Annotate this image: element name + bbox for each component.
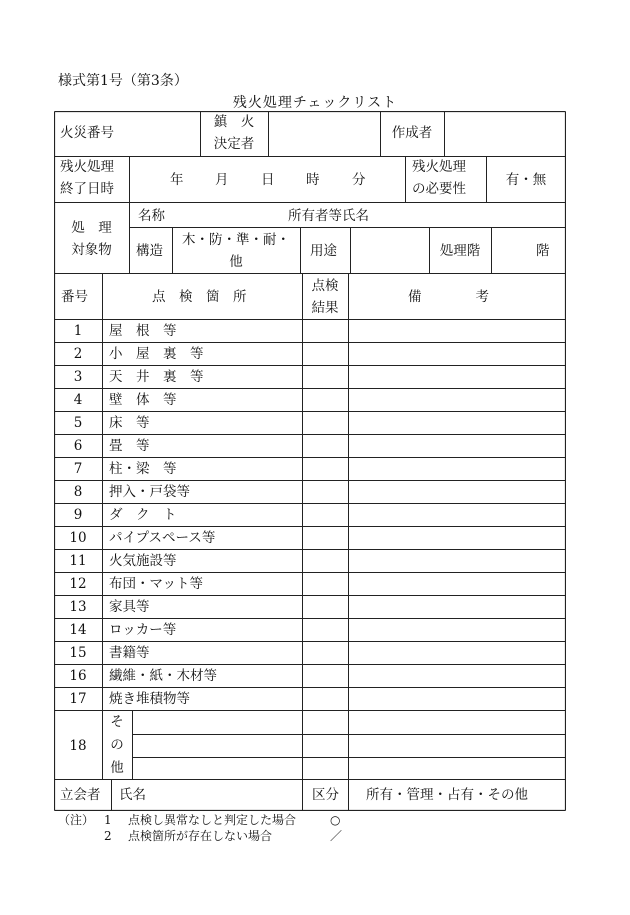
item-location: 押入・戸袋等 (109, 484, 190, 500)
structure-value-2: 他 (229, 254, 243, 270)
item-location: 繊維・紙・木材等 (109, 668, 217, 684)
item-number: 4 (73, 392, 83, 408)
date-year: 年 (170, 172, 184, 188)
item-number: 5 (73, 415, 83, 431)
other-label-char: の (110, 737, 124, 753)
item-location: 天 井 裏 等 (109, 369, 204, 385)
item-location: 屋 根 等 (109, 323, 177, 339)
witness-name-label: 氏名 (119, 787, 146, 803)
item-location: ロッカー等 (109, 622, 177, 638)
note-2-number: 2 (104, 829, 112, 843)
column-location: 点 検 箇 所 (152, 289, 247, 305)
notes-prefix: （注） (58, 813, 95, 827)
date-hour: 時 (306, 172, 320, 188)
category-value: 所有・管理・占有・その他 (366, 787, 528, 803)
item-location: 焼き堆積物等 (109, 691, 190, 707)
note-1-number: 1 (104, 813, 112, 827)
item-location: 小 屋 裏 等 (109, 346, 204, 362)
item-number: 12 (69, 576, 87, 592)
item-location: 家具等 (109, 599, 150, 615)
item-location: 柱・梁 等 (109, 461, 177, 477)
note-1-text: 点検し異常なしと判定した場合 (128, 813, 297, 827)
item-location: 火気施設等 (109, 553, 177, 569)
necessity-value: 有・無 (505, 172, 547, 188)
necessity-label-1: 残火処理 (412, 159, 466, 175)
witness-label: 立会者 (60, 787, 101, 803)
item-location: ダ ク ト (109, 507, 177, 523)
item-number: 17 (69, 691, 87, 707)
structure-value-1: 木・防・準・耐・ (182, 232, 290, 248)
other-number: 18 (69, 738, 87, 754)
document-title: 残火処理チェックリスト (232, 95, 398, 111)
extinguish-decider-label-2: 決定者 (213, 136, 255, 152)
item-number: 2 (73, 346, 83, 362)
item-location: 壁 体 等 (109, 392, 177, 408)
name-label: 名称 (138, 208, 165, 224)
item-number: 13 (69, 599, 87, 615)
fire-number-label: 火災番号 (60, 125, 114, 141)
item-location: 書籍等 (109, 645, 150, 661)
item-number: 10 (69, 530, 87, 546)
other-label-char: 他 (110, 760, 124, 776)
target-label-1: 処 理 (71, 220, 112, 236)
target-label-2: 対象物 (71, 242, 112, 258)
item-number: 3 (73, 369, 83, 385)
category-label: 区分 (312, 787, 339, 803)
item-number: 15 (69, 645, 87, 661)
item-number: 7 (73, 461, 83, 477)
creator-label: 作成者 (391, 125, 433, 141)
item-number: 14 (69, 622, 87, 638)
column-remarks: 備 考 (408, 289, 489, 305)
end-time-label-2: 終了日時 (60, 181, 114, 197)
owner-name-label: 所有者等氏名 (288, 208, 369, 224)
necessity-label-2: の必要性 (412, 181, 466, 197)
floor-unit: 階 (536, 243, 550, 259)
date-minute: 分 (352, 172, 366, 188)
item-location: 床 等 (109, 415, 150, 431)
column-result-2: 結果 (311, 300, 339, 316)
other-label-char: そ (110, 714, 124, 730)
note-1-mark: ○ (330, 813, 341, 827)
structure-label: 構造 (136, 243, 163, 259)
item-number: 11 (69, 553, 87, 569)
item-number: 16 (69, 668, 87, 684)
date-month: 月 (215, 172, 229, 188)
column-result-1: 点検 (311, 278, 339, 294)
floor-label: 処理階 (439, 243, 481, 259)
item-number: 1 (73, 323, 83, 339)
end-time-label-1: 残火処理 (60, 159, 114, 175)
extinguish-decider-label-1: 鎮 火 (213, 114, 255, 130)
item-location: 布団・マット等 (109, 576, 203, 592)
item-number: 8 (73, 484, 83, 500)
date-day: 日 (261, 172, 275, 188)
item-number: 6 (73, 438, 83, 454)
note-2-text: 点検箇所が存在しない場合 (128, 829, 273, 843)
column-number: 番号 (61, 289, 88, 305)
item-location: パイプスペース等 (109, 530, 216, 546)
checklist-table (54, 111, 566, 811)
note-2-mark: ／ (330, 829, 343, 843)
item-number: 9 (73, 507, 83, 523)
form-number: 様式第1号（第3条） (58, 73, 188, 89)
item-location: 畳 等 (109, 438, 150, 454)
usage-label: 用途 (310, 243, 337, 259)
